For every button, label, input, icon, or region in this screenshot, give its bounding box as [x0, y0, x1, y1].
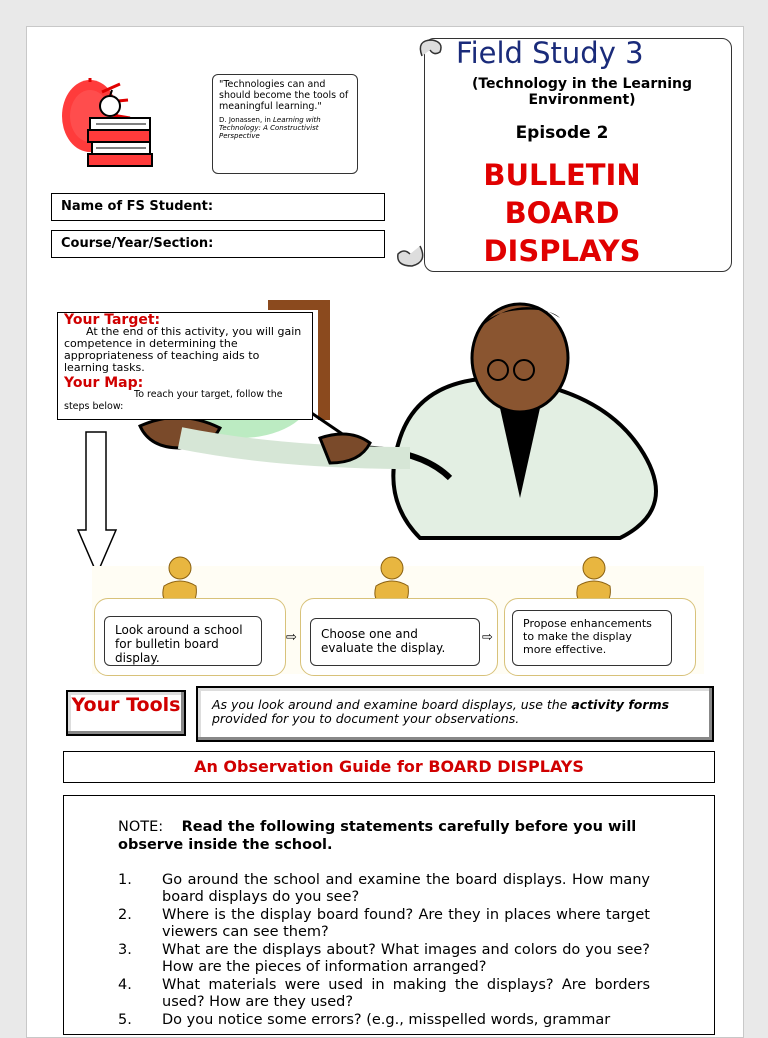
tools-label: Your Tools	[66, 690, 186, 736]
episode-label: Episode 2	[515, 123, 609, 143]
map-heading: Your Map:	[64, 375, 144, 391]
scroll-curl-icon	[416, 36, 450, 66]
quote-box	[212, 74, 358, 174]
arrow-right-icon: ⇨	[286, 630, 297, 645]
map-text: To reach your target, follow the steps below:	[64, 389, 283, 412]
list-item: 4. What materials were used in making the displays? Are borders used? How are they used?	[118, 977, 650, 1010]
guide-title: An Observation Guide for BOARD DISPLAYS	[63, 751, 715, 783]
subtitle: (Technology in the Learning Environment)	[471, 76, 693, 108]
list-item: 2. Where is the display board found? Are they in places where target viewers can see them?	[118, 907, 650, 940]
step-2-text: Choose one and evaluate the display.	[310, 618, 480, 666]
apple-books-icon	[60, 78, 160, 178]
target-box	[57, 312, 313, 420]
quote-text: "Technologies can and should become the tools of meaningful learning."	[219, 79, 349, 112]
arrow-right-icon: ⇨	[482, 630, 493, 645]
list-item: 5. Do you notice some errors? (e.g., misspelled words, grammar	[118, 1012, 611, 1028]
list-item: 3. What are the displays about? What images and colors do you see? How are the pieces of information arranged?	[118, 942, 650, 975]
list-item: 1. Go around the school and examine the board displays. How many board displays do you see?	[118, 872, 650, 905]
observation-list	[118, 872, 650, 1030]
note: NOTE: Read the following statements carefully before you will observe inside the school.	[118, 819, 637, 853]
target-text: At the end of this activity, you will gain competence in determining the appropriateness of teaching aids to learning tasks.	[64, 325, 302, 374]
course-section-field[interactable]: Course/Year/Section:	[51, 230, 385, 258]
step-3-text: Propose enhancements to make the display more effective.	[512, 610, 672, 666]
student-name-field[interactable]: Name of FS Student:	[51, 193, 385, 221]
target-heading: Your Target:	[64, 312, 161, 328]
quote-source: D. Jonassen, in Learning with Technology: A Constructivist Perspective	[219, 116, 321, 140]
down-arrow-icon	[76, 430, 118, 576]
title: Field Study 3	[456, 36, 644, 70]
tools-text: As you look around and examine board displays, use the activity forms provided for you to document your observations.	[196, 686, 714, 742]
topic-title: BULLETIN BOARD DISPLAYS	[483, 158, 641, 268]
step-1-text: Look around a school for bulletin board display.	[104, 616, 262, 666]
